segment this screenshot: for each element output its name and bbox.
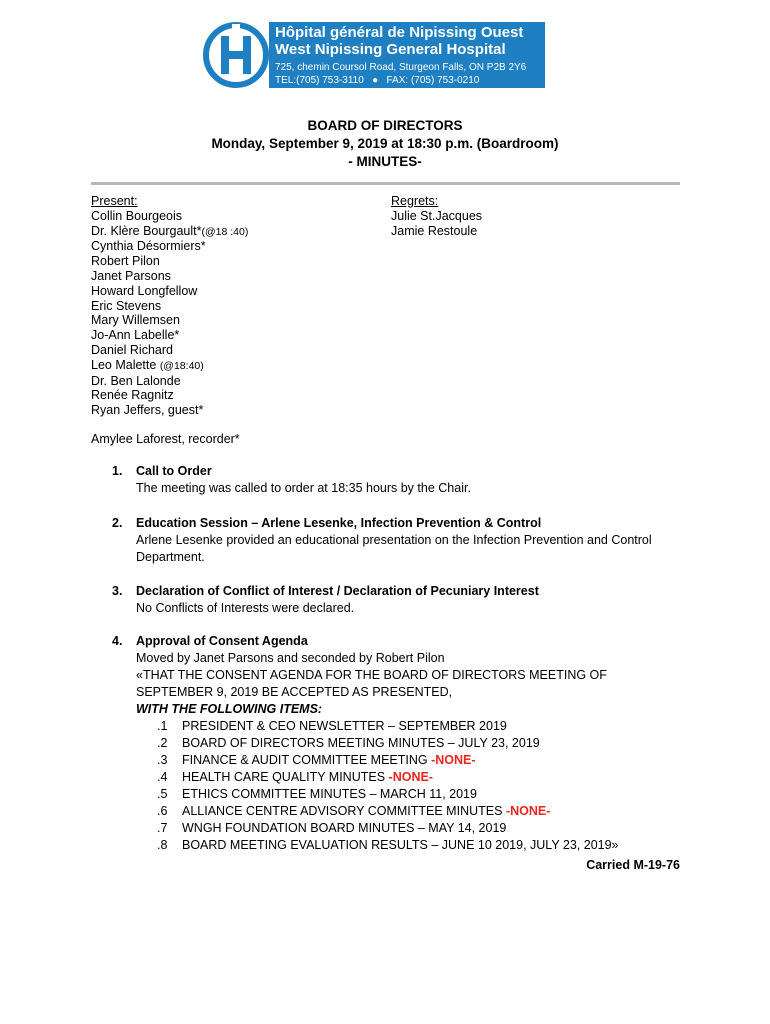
item-title: Declaration of Conflict of Interest / Declaration of Pecuniary Interest	[136, 584, 539, 598]
attendee-row	[91, 358, 248, 374]
arrival-note: (@18:40)	[159, 359, 204, 372]
consent-item-text: ETHICS COMMITTEE MINUTES – MARCH 11, 2019	[182, 787, 477, 801]
consent-item	[136, 752, 672, 769]
item-title: Education Session – Arlene Lesenke, Infection Prevention & Control	[136, 516, 542, 530]
hospital-name-fr: Hôpital général de Nipissing Ouest	[275, 24, 524, 41]
consent-item-text-wrap	[182, 752, 476, 769]
none-flag: -NONE-	[505, 804, 551, 818]
attendee: Ryan Jeffers, guest*	[91, 403, 204, 418]
moved-by: Moved by Janet Parsons and seconded by Robert Pilon	[136, 651, 445, 665]
hospital-address: 725, chemin Coursol Road, Sturgeon Falls, ON P2B 2Y6	[275, 62, 527, 73]
consent-item	[136, 803, 672, 820]
hospital-tel: TEL:(705) 753-3110	[275, 75, 364, 86]
consent-item	[136, 786, 672, 803]
consent-item-text: BOARD MEETING EVALUATION RESULTS – JUNE 10 2019, JULY 23, 2019»	[182, 838, 619, 852]
agenda-item-4	[112, 633, 672, 854]
consent-item-text: FINANCE & AUDIT COMMITTEE MEETING	[182, 753, 432, 767]
attendee: Janet Parsons	[91, 268, 171, 283]
consent-item-text-wrap	[182, 718, 507, 735]
consent-item-text: WNGH FOUNDATION BOARD MINUTES – MAY 14, 2019	[182, 821, 507, 835]
document-title: BOARD OF DIRECTORS	[307, 118, 463, 133]
resolution-line: «THAT THE CONSENT AGENDA FOR THE BOARD OF DIRECTORS MEETING OF	[136, 668, 607, 682]
item-number: 4.	[112, 634, 123, 648]
regrets-label: Regrets:	[391, 194, 439, 208]
with-items-heading: WITH THE FOLLOWING ITEMS:	[136, 702, 323, 716]
attendee: Collin Bourgeois	[91, 208, 183, 223]
consent-item	[136, 820, 672, 837]
regret-name: Jamie Restoule	[391, 223, 478, 238]
consent-item-number: .6	[157, 804, 168, 818]
consent-item-text-wrap	[182, 735, 540, 752]
consent-item-number: .1	[157, 719, 168, 733]
consent-item	[136, 769, 672, 786]
minutes-label: - MINUTES-	[348, 154, 422, 169]
agenda-item-1	[112, 463, 672, 497]
divider	[91, 182, 680, 185]
attendee: Eric Stevens	[91, 298, 162, 313]
consent-item-number: .4	[157, 770, 168, 784]
item-title: Call to Order	[136, 464, 212, 478]
item-text: Arlene Lesenke provided an educational presentation on the Infection Prevention and Control Department.	[136, 533, 652, 564]
consent-item	[136, 837, 672, 854]
recorder: Amylee Laforest, recorder*	[91, 432, 240, 446]
consent-item-text-wrap	[182, 786, 477, 803]
regret-name: Julie St.Jacques	[391, 208, 483, 223]
hospital-logo	[203, 22, 545, 88]
consent-item-number: .8	[157, 838, 168, 852]
hospital-logo-mark-icon	[203, 22, 269, 88]
item-number: 3.	[112, 584, 123, 598]
consent-item-number: .7	[157, 821, 168, 835]
item-number: 1.	[112, 464, 123, 478]
agenda-item-2	[112, 515, 672, 566]
consent-item-text-wrap	[182, 769, 433, 786]
none-flag: -NONE-	[431, 753, 476, 767]
consent-item-text-wrap	[182, 837, 619, 854]
attendee: Dr. Klère Bourgault*	[91, 223, 202, 238]
hospital-fax: FAX: (705) 753-0210	[386, 75, 480, 86]
hospital-contact	[275, 74, 545, 87]
attendee: Jo-Ann Labelle*	[91, 328, 180, 343]
regrets-list	[391, 194, 482, 238]
agenda-item-3	[112, 583, 672, 617]
consent-item-text: BOARD OF DIRECTORS MEETING MINUTES – JULY 23, 2019	[182, 736, 540, 750]
consent-item-text-wrap	[182, 820, 506, 837]
none-flag: -NONE-	[388, 770, 433, 784]
attendee: Daniel Richard	[91, 342, 173, 357]
arrival-note: (@18 :40)	[201, 225, 249, 238]
item-text: No Conflicts of Interests were declared.	[136, 601, 355, 615]
item-number: 2.	[112, 516, 123, 530]
hospital-name-en: West Nipissing General Hospital	[275, 41, 506, 58]
item-text: The meeting was called to order at 18:35 hours by the Chair.	[136, 481, 471, 495]
attendee-row	[91, 224, 248, 240]
attendee: Dr. Ben Lalonde	[91, 373, 181, 388]
bullet-icon: ●	[372, 75, 379, 86]
carried-motion: Carried M-19-76	[586, 858, 680, 872]
consent-item	[136, 718, 672, 735]
hospital-banner	[269, 22, 545, 88]
consent-item-text: PRESIDENT & CEO NEWSLETTER – SEPTEMBER 2019	[182, 719, 507, 733]
consent-item-number: .3	[157, 753, 168, 767]
attendee: Cynthia Désormiers*	[91, 239, 206, 254]
item-title: Approval of Consent Agenda	[136, 634, 308, 648]
attendee: Robert Pilon	[91, 254, 160, 269]
attendee: Leo Malette	[91, 357, 157, 372]
present-label: Present:	[91, 194, 138, 208]
attendee: Renée Ragnitz	[91, 388, 174, 403]
consent-item-number: .2	[157, 736, 168, 750]
consent-item-number: .5	[157, 787, 168, 801]
consent-item	[136, 735, 672, 752]
resolution-line: SEPTEMBER 9, 2019 BE ACCEPTED AS PRESENTED,	[136, 685, 453, 699]
meeting-date: Monday, September 9, 2019 at 18:30 p.m. (Boardroom)	[211, 136, 559, 151]
attendee: Howard Longfellow	[91, 283, 198, 298]
consent-item-text: HEALTH CARE QUALITY MINUTES	[182, 770, 389, 784]
consent-item-text: ALLIANCE CENTRE ADVISORY COMMITTEE MINUTES	[182, 804, 506, 818]
consent-item-text-wrap	[182, 803, 550, 820]
present-list	[91, 194, 248, 418]
attendee: Mary Willemsen	[91, 313, 180, 328]
